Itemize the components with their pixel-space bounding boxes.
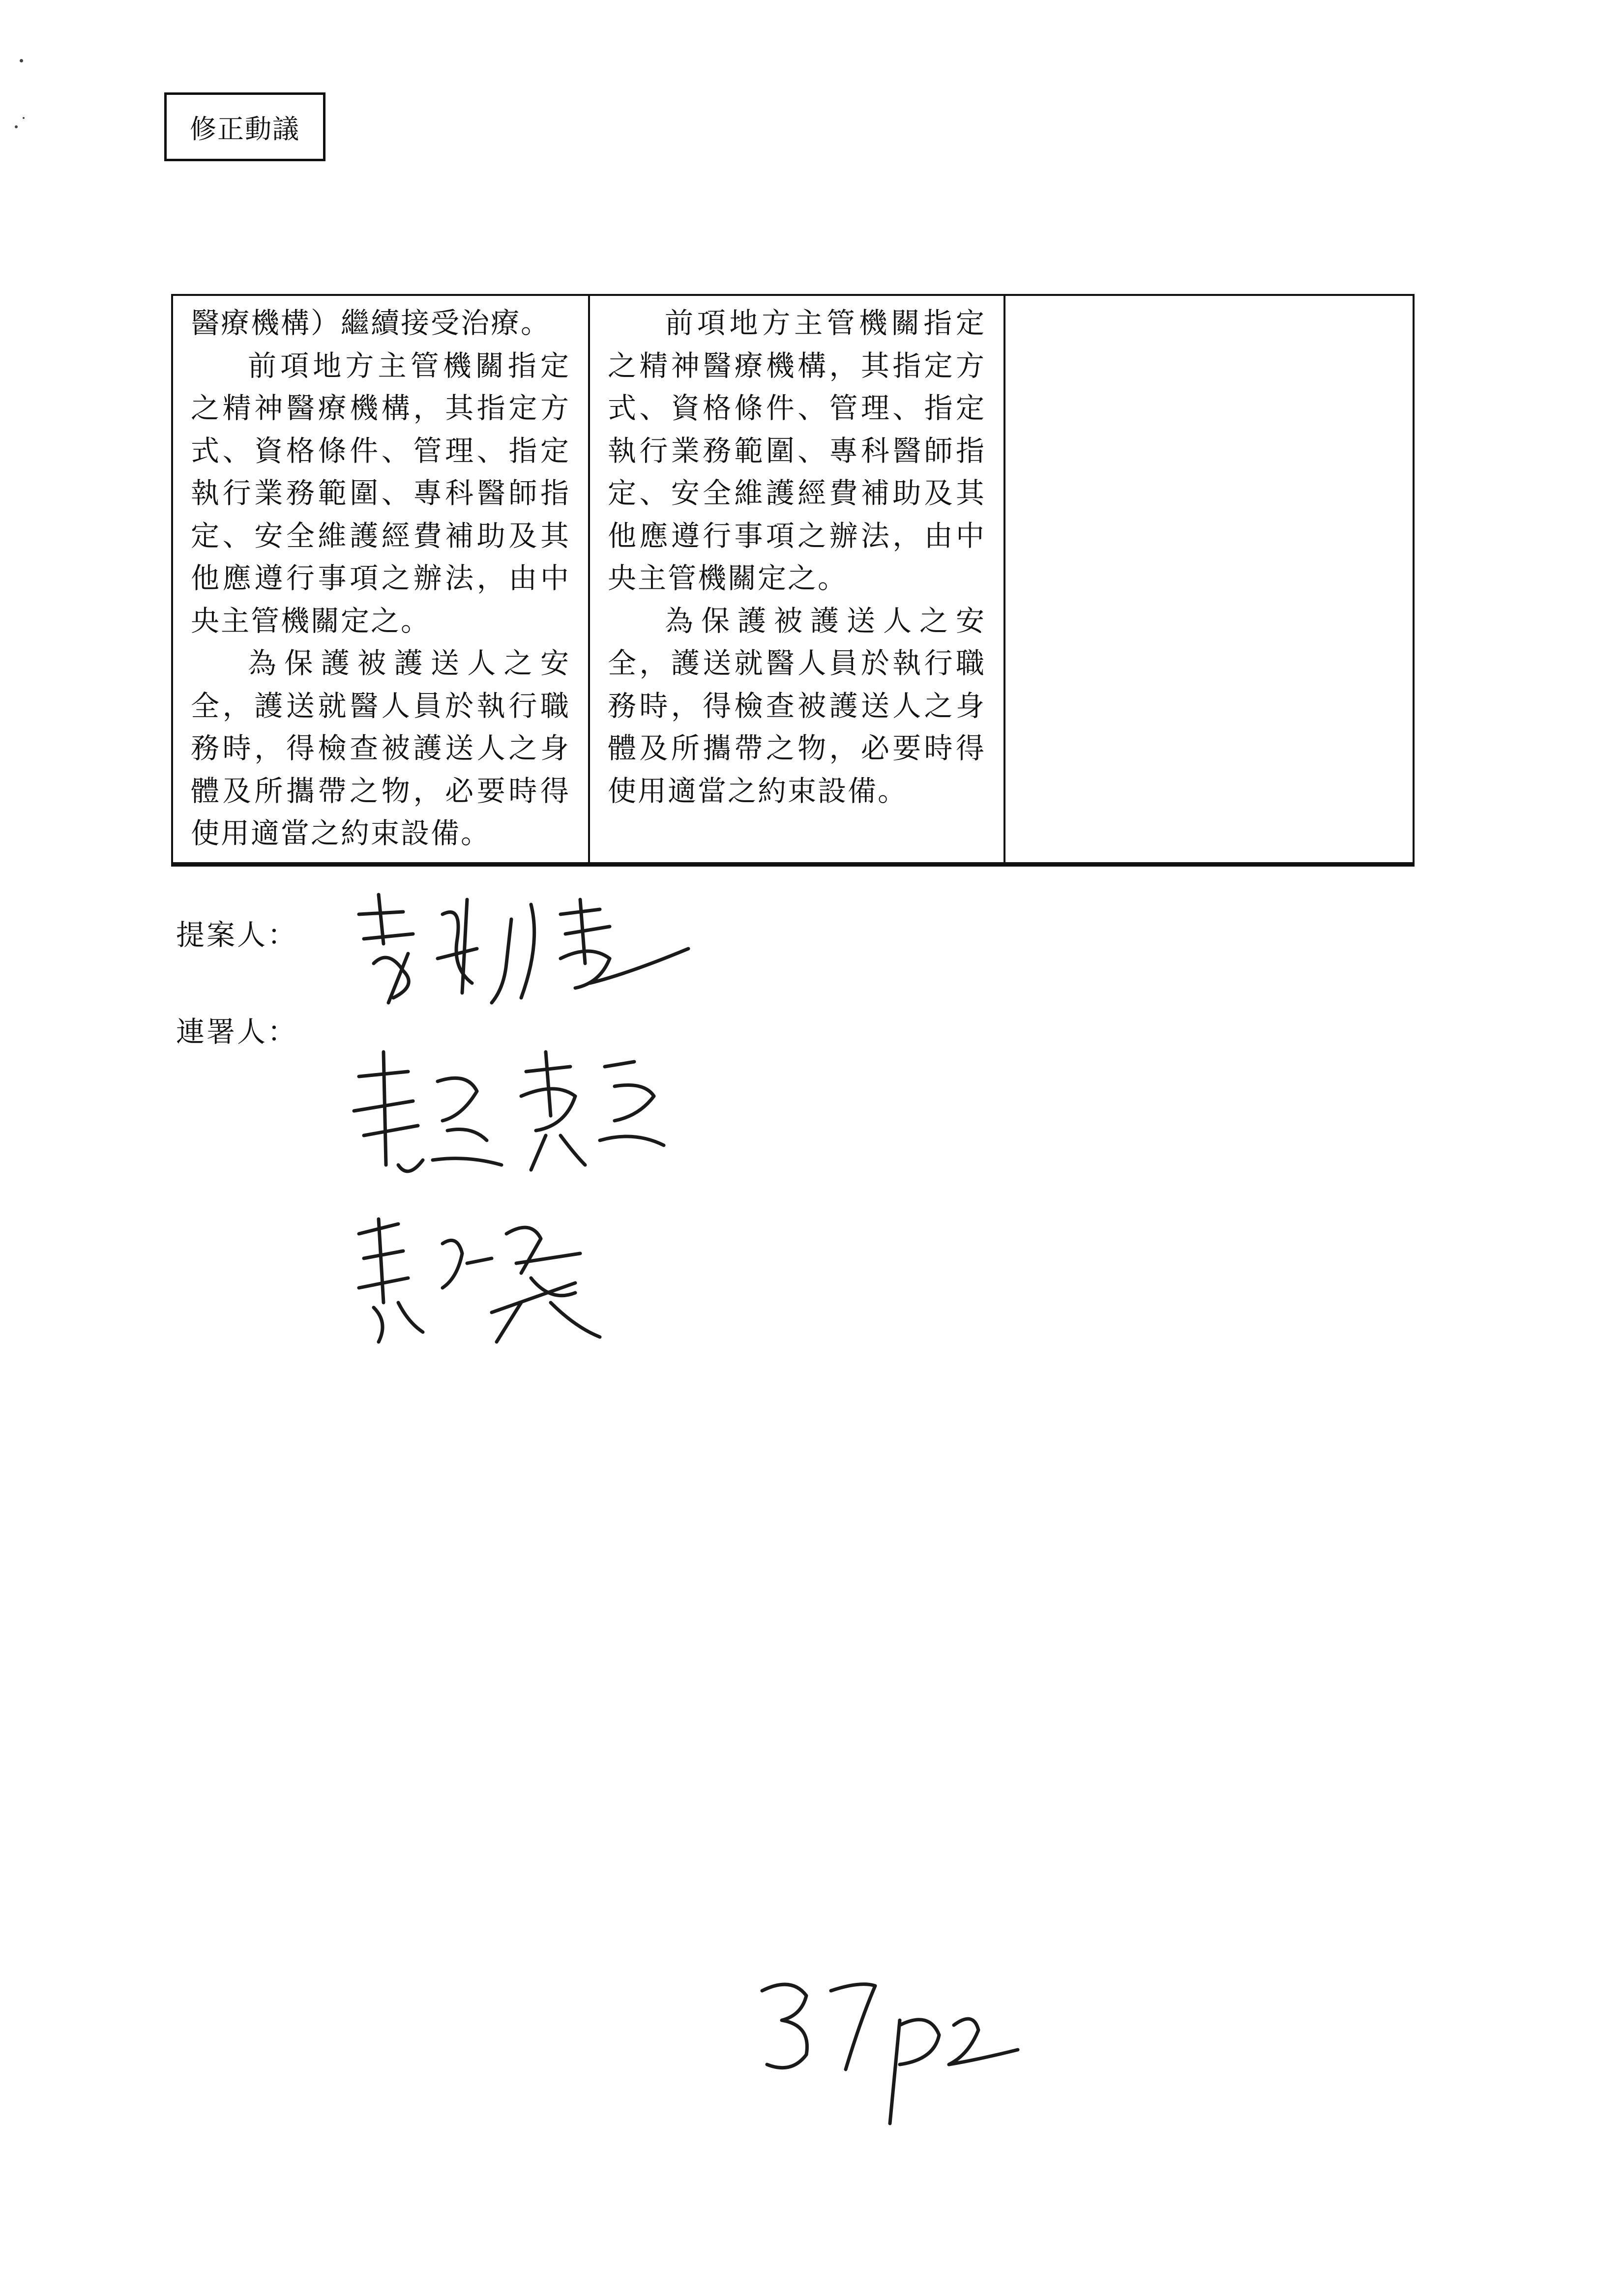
paragraph: 前項地方主管機關指定之精神醫療機構，其指定方式、資格條件、管理、指定執行業務範圍、專科醫師指定、安全維護經費補助及其他應遵行事項之辦法，由中央主管機關定之。 xyxy=(608,306,986,595)
paragraph: 為保護被護送人之安全，護送就醫人員於執行職務時，得檢查被護送人之身體及所攜帶之物，必要時得使用適當之約束設備。 xyxy=(608,604,986,808)
original-text-column xyxy=(589,295,1004,865)
proposer-signature xyxy=(344,885,698,1013)
paragraph: 為保護被護送人之安全，護送就醫人員於執行職務時，得檢查被護送人之身體及所攜帶之物，必要時得使用適當之約束設備。 xyxy=(191,646,570,850)
table-row xyxy=(172,295,1414,865)
scan-speck xyxy=(23,117,25,119)
amendment-text-column xyxy=(172,295,589,865)
amendment-table xyxy=(171,294,1415,867)
cosigner-signature-2 xyxy=(344,1204,620,1352)
notes-column xyxy=(1004,295,1414,865)
cosigner-label: 連署人： xyxy=(176,1015,298,1048)
proposer-label: 提案人： xyxy=(176,918,298,952)
paragraph: 醫療機構）繼續接受治療。 xyxy=(191,306,551,340)
scan-speck xyxy=(15,125,18,128)
paragraph: 前項地方主管機關指定之精神醫療機構，其指定方式、資格條件、管理、指定執行業務範圍、專科醫師指定、安全維護經費補助及其他應遵行事項之辦法，由中央主管機關定之。 xyxy=(191,349,570,638)
motion-label: 修正動議 xyxy=(164,92,325,161)
handwritten-page-number xyxy=(752,1971,1028,2133)
scan-speck xyxy=(20,59,23,62)
cosigner-signature-1 xyxy=(339,1042,674,1190)
